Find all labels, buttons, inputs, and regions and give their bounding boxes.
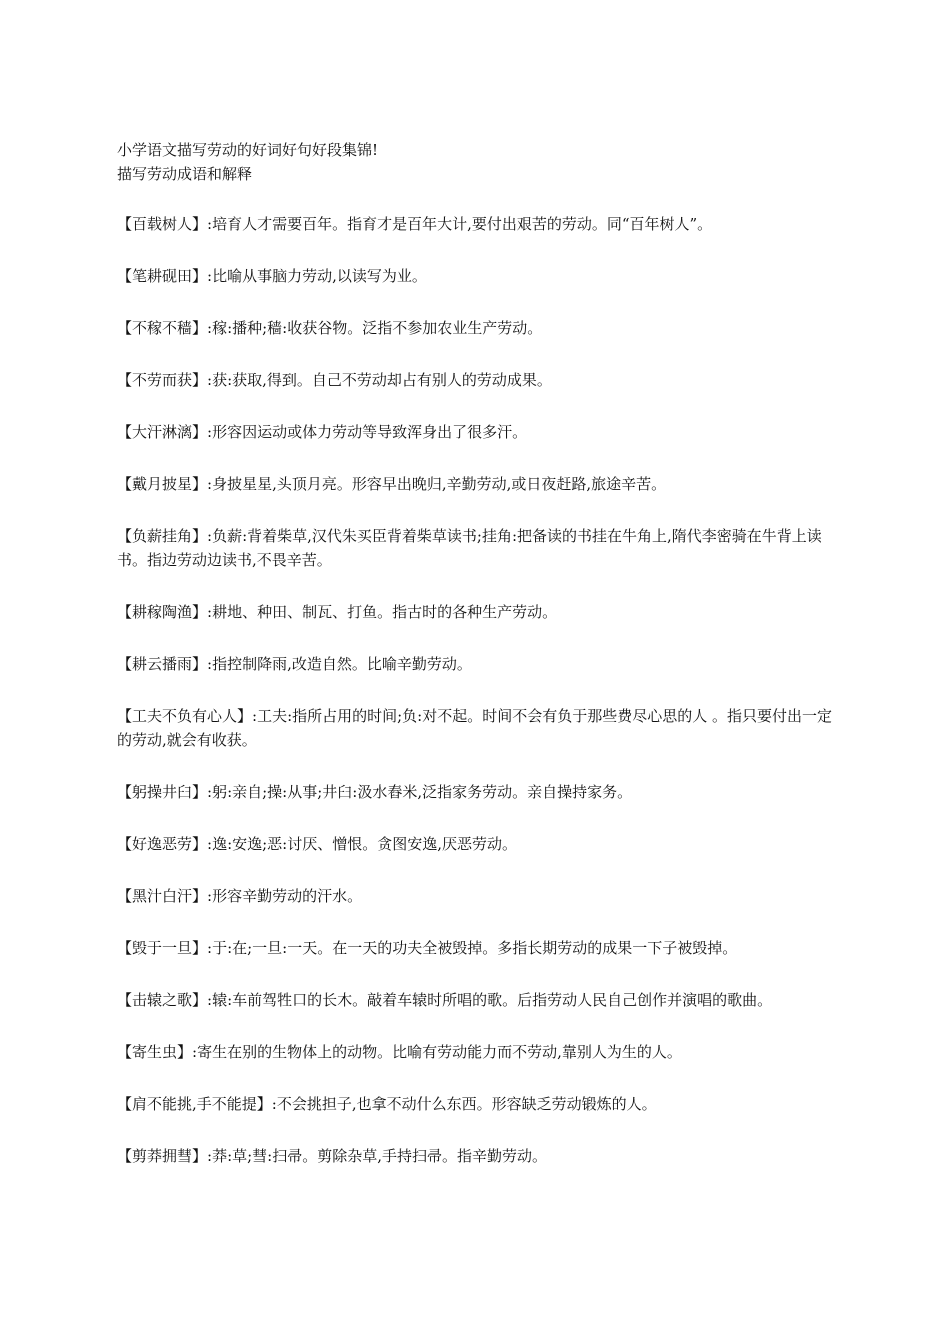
idiom-definition: 耕地、种田、制瓦、打鱼。指古时的各种生产劳动。: [212, 603, 558, 621]
idiom-term: 【笔耕砚田】: [117, 267, 208, 285]
idiom-separator: :: [207, 527, 213, 545]
idiom-definition: 形容因运动或体力劳动等导致浑身出了很多汗。: [212, 423, 528, 441]
idiom-separator: :: [192, 1043, 198, 1061]
idiom-definition: 培育人才需要百年。指育才是百年大计,要付出艰苦的劳动。同“百年树人”。: [212, 215, 713, 233]
idiom-list: [117, 212, 837, 1168]
idiom-definition: 稼:播种;穑:收获谷物。泛指不参加农业生产劳动。: [212, 319, 543, 337]
idiom-separator: :: [207, 423, 213, 441]
idiom-separator: :: [207, 319, 213, 337]
idiom-separator: :: [207, 939, 213, 957]
idiom-definition: 获:获取,得到。自己不劳动却占有别人的劳动成果。: [212, 371, 552, 389]
document-page: [117, 138, 837, 1168]
idiom-term: 【击辕之歌】: [117, 991, 208, 1009]
idiom-entry: [117, 212, 837, 236]
idiom-entry: [117, 316, 837, 340]
document-title: 小学语文描写劳动的好词好句好段集锦!: [117, 141, 379, 159]
idiom-definition: 莽:草;彗:扫帚。剪除杂草,手持扫帚。指辛勤劳动。: [212, 1147, 548, 1165]
idiom-definition: 于:在;一旦:一天。在一天的功夫全被毁掉。多指长期劳动的成果一下子被毁掉。: [212, 939, 738, 957]
idiom-term: 【毁于一旦】: [117, 939, 208, 957]
idiom-separator: :: [207, 835, 213, 853]
idiom-entry: [117, 1040, 837, 1064]
idiom-separator: :: [207, 991, 213, 1009]
idiom-entry: [117, 884, 837, 908]
idiom-entry: [117, 368, 837, 392]
idiom-definition: 逸:安逸;恶:讨厌、憎恨。贪图安逸,厌恶劳动。: [212, 835, 518, 853]
idiom-entry: [117, 600, 837, 624]
idiom-entry: [117, 780, 837, 804]
idiom-definition: 形容辛勤劳动的汗水。: [212, 887, 363, 905]
idiom-term: 【大汗淋漓】: [117, 423, 208, 441]
idiom-entry: [117, 832, 837, 856]
idiom-separator: :: [207, 267, 213, 285]
idiom-definition: 不会挑担子,也拿不动什么东西。形容缺乏劳动锻炼的人。: [276, 1095, 657, 1113]
idiom-separator: :: [207, 887, 213, 905]
idiom-entry: [117, 936, 837, 960]
idiom-separator: :: [207, 215, 213, 233]
idiom-separator: :: [207, 603, 213, 621]
idiom-separator: :: [207, 1147, 213, 1165]
idiom-separator: :: [271, 1095, 277, 1113]
idiom-entry: [117, 1144, 837, 1168]
idiom-term: 【工夫不负有心人】: [117, 707, 253, 725]
idiom-definition: 指控制降雨,改造自然。比喻辛勤劳动。: [212, 655, 472, 673]
idiom-separator: :: [252, 707, 258, 725]
idiom-entry: [117, 652, 837, 676]
idiom-term: 【躬操井臼】: [117, 783, 208, 801]
idiom-definition: 寄生在别的生物体上的动物。比喻有劳动能力而不劳动,靠别人为生的人。: [197, 1043, 682, 1061]
idiom-entry: [117, 1092, 837, 1116]
idiom-term: 【耕云播雨】: [117, 655, 208, 673]
idiom-definition: 身披星星,头顶月亮。形容早出晚归,辛勤劳动,或日夜赶路,旅途辛苦。: [212, 475, 667, 493]
idiom-entry: [117, 264, 837, 288]
idiom-term: 【寄生虫】: [117, 1043, 193, 1061]
idiom-separator: :: [207, 475, 213, 493]
idiom-separator: :: [207, 655, 213, 673]
idiom-separator: :: [207, 371, 213, 389]
idiom-entry: [117, 524, 837, 572]
idiom-term: 【不稼不穑】: [117, 319, 208, 337]
idiom-term: 【负薪挂角】: [117, 527, 208, 545]
document-subtitle: 描写劳动成语和解释: [117, 165, 253, 183]
idiom-definition: 躬:亲自;操:从事;井臼:汲水舂米,泛指家务劳动。亲自操持家务。: [212, 783, 633, 801]
idiom-term: 【黑汁白汗】: [117, 887, 208, 905]
idiom-entry: [117, 472, 837, 496]
idiom-term: 【肩不能挑,手不能提】: [117, 1095, 272, 1113]
idiom-entry: [117, 988, 837, 1012]
idiom-term: 【剪莽拥彗】: [117, 1147, 208, 1165]
idiom-definition: 负薪:背着柴草,汉代朱买臣背着柴草读书;挂角:把备读的书挂在牛角上,隋代李密骑在牛背上读书。指边劳动边读书,不畏辛苦。: [117, 527, 822, 569]
idiom-definition: 辕:车前驾牲口的长木。敲着车辕时所唱的歌。后指劳动人民自己创作并演唱的歌曲。: [212, 991, 773, 1009]
idiom-entry: [117, 420, 837, 444]
idiom-term: 【戴月披星】: [117, 475, 208, 493]
idiom-term: 【不劳而获】: [117, 371, 208, 389]
idiom-definition: 比喻从事脑力劳动,以读写为业。: [212, 267, 427, 285]
idiom-entry: [117, 704, 837, 752]
idiom-term: 【耕稼陶渔】: [117, 603, 208, 621]
idiom-separator: :: [207, 783, 213, 801]
idiom-term: 【好逸恶劳】: [117, 835, 208, 853]
idiom-term: 【百载树人】: [117, 215, 208, 233]
idiom-definition: 工夫:指所占用的时间;负:对不起。时间不会有负于那些费尽心思的人 。指只要付出一定的劳动,就会有收获。: [117, 707, 833, 749]
